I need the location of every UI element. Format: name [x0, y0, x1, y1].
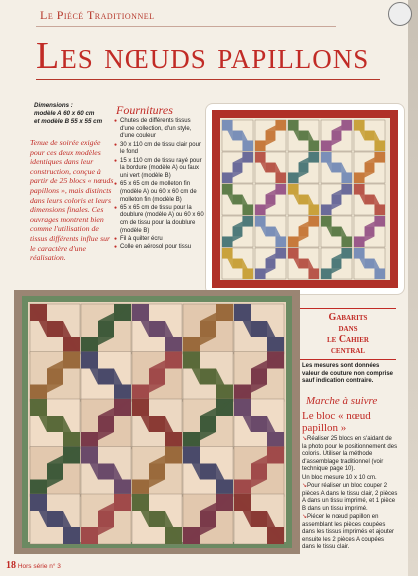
bowtie-block [81, 399, 131, 449]
gabarits-rule-top [300, 308, 396, 309]
bowtie-block [234, 447, 284, 497]
gabarits-box [306, 312, 390, 356]
page-footer [6, 560, 61, 571]
bowtie-block [288, 152, 319, 183]
bowtie-block [222, 152, 253, 183]
bowtie-block [222, 120, 253, 151]
fourniture-item: ● Fil à quilter écru [114, 236, 204, 244]
fourniture-item: ● Colle en aérosol pour tissu [114, 244, 204, 252]
arrow-icon: ↘ [302, 483, 308, 489]
bowtie-block [222, 248, 253, 279]
bowtie-block [234, 304, 284, 354]
bowtie-block [288, 248, 319, 279]
fourniture-item: ● 65 x 65 cm de tissu pour la doublure (modèle A) ou 60 x 60 cm de tissu pour la doublure (modèle B) [114, 205, 204, 236]
bowtie-block [30, 352, 80, 402]
bowtie-block [132, 352, 182, 402]
bowtie-block [183, 447, 233, 497]
bowtie-block [183, 304, 233, 354]
dimensions-block [34, 102, 116, 126]
bowtie-block [255, 216, 286, 247]
bowtie-block [183, 494, 233, 544]
fourniture-item: ● 15 x 110 cm de tissu rayé pour la bordure (modèle A) ou faux uni vert (modèle B) [114, 158, 204, 181]
fourniture-item: ● 65 x 65 cm de molleton fin (modèle A) ou 60 x 60 cm de molleton fin (modèle B) [114, 181, 204, 204]
bowtie-block [255, 248, 286, 279]
bowtie-block [321, 152, 352, 183]
quilt-diagram [206, 104, 404, 294]
bowtie-block [234, 494, 284, 544]
page-title: Les nœuds papillons [36, 35, 370, 77]
gabarits-line: Gabarits [328, 312, 368, 323]
bowtie-block [81, 494, 131, 544]
page-edge-strip [408, 0, 418, 576]
dimensions-label: Dimensions : [34, 102, 73, 109]
step-item: ↘Réaliser 25 blocs en s'aidant de la photo pour le positionnement des coloris. Utiliser la méthode d'assemblage traditionnel (voir technique page 10). [302, 436, 398, 472]
bowtie-block [354, 152, 385, 183]
bowtie-block [30, 399, 80, 449]
bowtie-block [354, 216, 385, 247]
bowtie-block [81, 304, 131, 354]
quilt-photo-drawing [14, 290, 300, 554]
bowtie-block [321, 216, 352, 247]
fourniture-item: ● 30 x 110 cm de tissu clair pour le fond [114, 142, 204, 157]
bowtie-block [234, 352, 284, 402]
page-number: 18 [6, 560, 16, 571]
quilt-photo [14, 290, 300, 554]
bowtie-block [321, 248, 352, 279]
fournitures-title: Fournitures [116, 103, 173, 117]
step-item: ↘Piécer le nœud papillon en assemblant les pièces coupées dans les tissus imprimés et ajouter ensuite les 2 pièces A coupées dans le tissu clair. [302, 514, 395, 550]
bowtie-block [222, 216, 253, 247]
fourniture-item: ● Chutes de différents tissus d'une collection, d'un style, d'une couleur [114, 118, 204, 141]
bowtie-block [132, 447, 182, 497]
gabarits-rule-bottom [300, 359, 396, 360]
issue-label: Hors série n° 3 [17, 563, 61, 570]
dimensions-model-a: modèle A 60 x 60 cm [34, 110, 95, 117]
gabarits-line: le Cahier [326, 334, 369, 345]
bowtie-block [354, 184, 385, 215]
bowtie-block [288, 184, 319, 215]
quilt-diagram-drawing [206, 104, 404, 294]
bloc-title: Le bloc « nœud papillon » [302, 410, 371, 434]
bowtie-block [132, 494, 182, 544]
bowtie-block [255, 120, 286, 151]
bowtie-block [183, 399, 233, 449]
bowtie-block [354, 248, 385, 279]
bowtie-block [30, 304, 80, 354]
bowtie-block [30, 494, 80, 544]
bowtie-block [183, 352, 233, 402]
steps-list [302, 436, 398, 553]
dimensions-model-b: et modèle B 55 x 55 cm [34, 118, 103, 125]
bowtie-block [321, 184, 352, 215]
bowtie-block [255, 184, 286, 215]
bowtie-block [288, 216, 319, 247]
section-kicker: Le Piécé Traditionnel [40, 8, 155, 22]
marche-title: Marche à suivre [306, 395, 378, 407]
bowtie-block [132, 304, 182, 354]
gabarits-line: dans [338, 323, 358, 334]
bowtie-block [81, 447, 131, 497]
bowtie-block [81, 352, 131, 402]
arrow-icon: ↘ [302, 514, 308, 520]
arrow-icon: ↘ [302, 436, 308, 442]
header-rule [36, 26, 336, 27]
fournitures-list [114, 118, 204, 252]
bowtie-block [354, 120, 385, 151]
bowtie-block [132, 399, 182, 449]
step-item: ↘Pour réaliser un bloc couper 2 pièces A dans le tissu clair, 2 pièces A dans un tissu imprimé, et 1 pièce B dans un tissu imprimé. [302, 483, 398, 512]
bowtie-block [222, 184, 253, 215]
bowtie-block [234, 399, 284, 449]
bowtie-block [255, 152, 286, 183]
bowtie-block [321, 120, 352, 151]
step-item: Un bloc mesure 10 x 10 cm. [302, 474, 377, 481]
bowtie-block [288, 120, 319, 151]
intro-text: Tenue de soirée exigée pour ces deux modèles identiques dans leur construction, conçue à partir de 25 blocs « nœuds papillons », mais distincts dans leurs coloris et leurs dimensions finales. Ces ouvrages montrent bien comme l'utilisation de tissus différents influe sur le caractère d'une réalisation. [30, 138, 114, 263]
title-rule [36, 79, 380, 80]
mesures-note: Les mesures sont données valeur de couture non comprise sauf indication contraire. [302, 363, 394, 385]
bowtie-block [30, 447, 80, 497]
magazine-logo-icon [388, 2, 412, 26]
gabarits-line: central [330, 345, 366, 356]
